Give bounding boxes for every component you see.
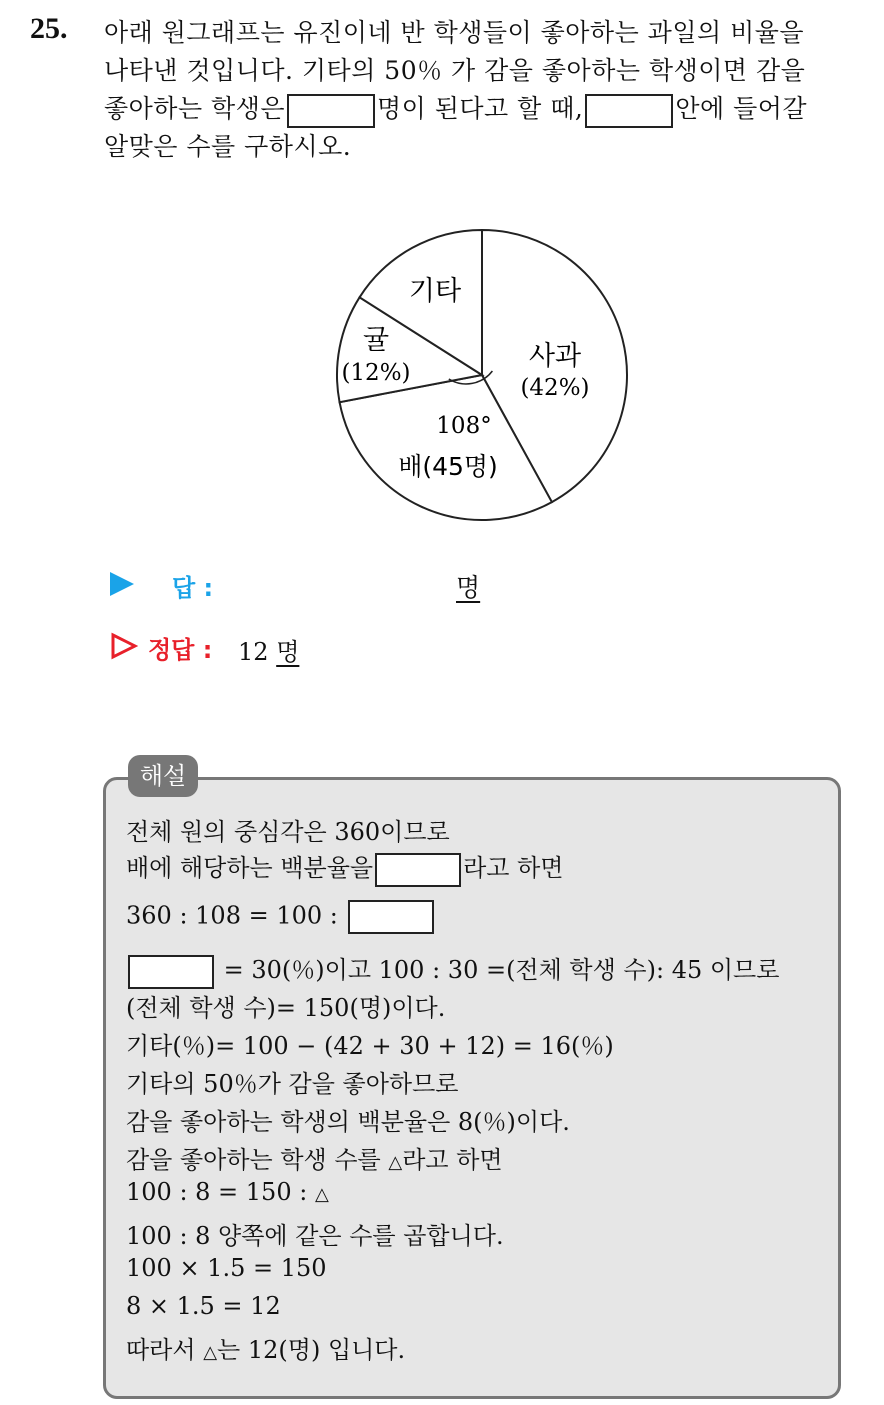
outline-arrow-icon [110, 632, 138, 660]
solution-line-3 [126, 900, 436, 934]
triangle-symbol: △ [388, 1152, 403, 1173]
correct-answer-value [238, 632, 299, 667]
solution-line-3a: 360 : 108 = 100 : [126, 901, 338, 930]
solution-line-14b: 는 12(명) 입니다. [217, 1336, 406, 1364]
solution-line-7: 기타의 50％가 감을 좋아하므로 [126, 1070, 459, 1098]
solution-line-11: 100 : 8 양쪽에 같은 수를 곱합니다. [126, 1222, 504, 1250]
solution-line-13: 8 × 1.5 = 12 [126, 1292, 281, 1320]
solution-line-12: 100 × 1.5 = 150 [126, 1254, 327, 1282]
pie-label-pear: 배(45명) [398, 452, 498, 481]
pie-label-apple: 사과 [528, 341, 582, 372]
question-line-3-part-c: 안에 들어갈 [675, 94, 808, 123]
solution-line-4a: = 30(％)이고 100 : 30 =(전체 학생 수): 45 이므로 [223, 956, 780, 984]
question-line-2: 나타낸 것입니다. 기타의 50％ 가 감을 좋아하는 학생이면 감을 [104, 56, 806, 85]
question-line-3 [104, 90, 864, 128]
solution-line-14 [126, 1330, 405, 1365]
solution-line-9 [126, 1140, 503, 1175]
answer-unit: 명 [456, 573, 481, 602]
solution-line-9b: 라고 하면 [402, 1146, 503, 1174]
solution-line-9a: 감을 좋아하는 학생 수를 [126, 1146, 381, 1174]
solution-line-5: (전체 학생 수)= 150(명)이다. [126, 994, 446, 1022]
correct-answer-number: 12 [238, 638, 269, 666]
question-line-3-part-b: 명이 된다고 할 때, [377, 94, 584, 123]
pie-label-tangerine: 귤 [362, 325, 390, 356]
solution-line-2b: 라고 하면 [463, 854, 564, 882]
solution-tag: 해설 [128, 755, 198, 797]
answer-blank-box [287, 94, 375, 128]
solution-line-10 [126, 1178, 329, 1206]
solution-line-8: 감을 좋아하는 학생의 백분율은 8(％)이다. [126, 1108, 570, 1136]
question-text [104, 14, 864, 166]
solution-line-1: 전체 원의 중심각은 360이므로 [126, 818, 450, 846]
solution-line-2a: 배에 해당하는 백분율을 [126, 854, 374, 882]
triangle-symbol: △ [314, 1184, 329, 1205]
solution-blank-box [348, 900, 434, 934]
pie-label-etc: 기타 [408, 276, 462, 307]
solution-line-6: 기타(％)= 100 − (42 + 30 + 12) = 16(％) [126, 1032, 614, 1060]
answer-label: 답 : [172, 574, 214, 602]
solution-blank-box [375, 853, 461, 887]
solution-line-10a: 100 : 8 = 150 : [126, 1178, 308, 1206]
solution-blank-box [128, 955, 214, 989]
triangle-symbol: △ [203, 1342, 218, 1363]
solution-line-14a: 따라서 [126, 1336, 196, 1364]
question-line-3-part-a: 좋아하는 학생은 [104, 94, 285, 123]
pie-label-apple-pct: (42%) [520, 375, 590, 401]
correct-answer-unit: 명 [276, 638, 300, 666]
question-line-1: 아래 원그래프는 유진이네 반 학생들이 좋아하는 과일의 비율을 [104, 18, 805, 47]
pie-chart [330, 225, 640, 535]
play-arrow-icon [110, 572, 134, 596]
pie-label-angle: 108° [436, 413, 492, 439]
correct-answer-label: 정답 : [148, 636, 213, 664]
solution-line-2 [126, 848, 563, 887]
solution-line-4 [126, 950, 779, 989]
question-number: 25. [30, 12, 68, 45]
pie-label-tangerine-pct: (12%) [341, 360, 411, 386]
question-line-4: 알맞은 수를 구하시오. [104, 132, 352, 161]
answer-blank-box-reference [585, 94, 673, 128]
